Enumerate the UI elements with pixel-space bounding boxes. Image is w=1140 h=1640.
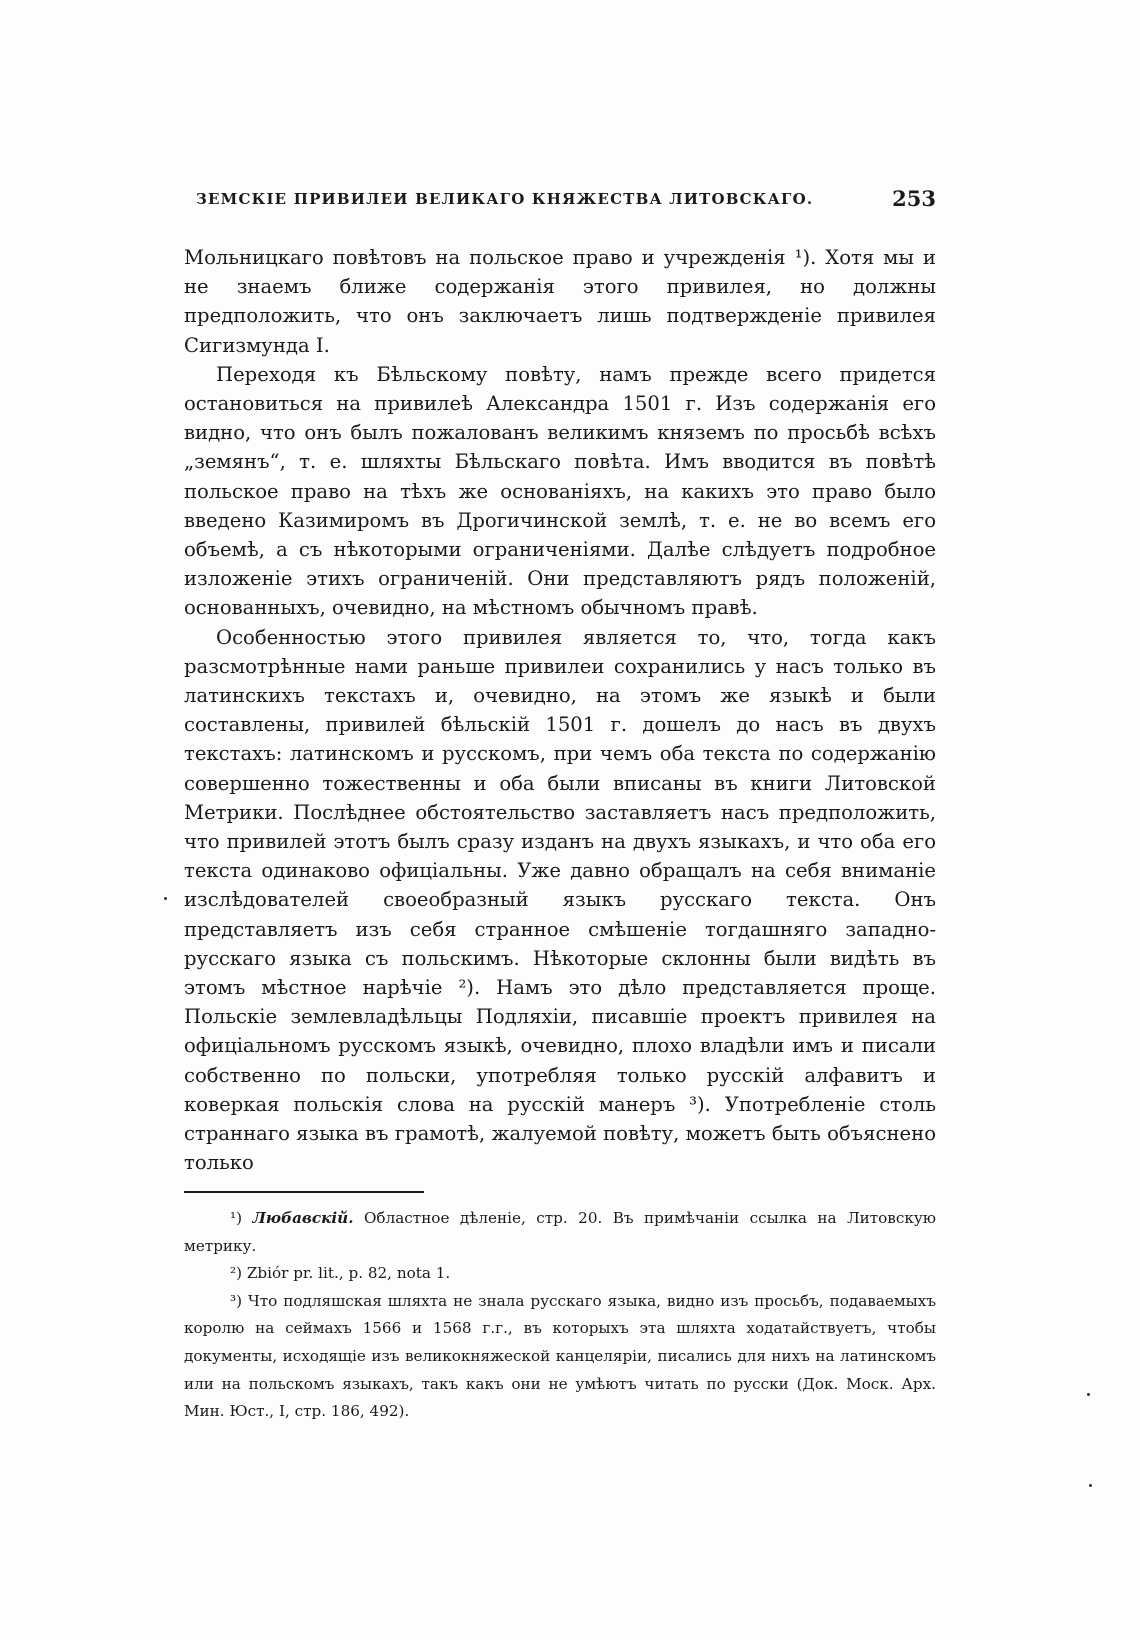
paragraph-belsk-district: Переходя къ Бѣльскому повѣту, намъ прежде всего придется остановиться на привилеѣ Александра 1501 г. Изъ содержанія его видно, что онъ былъ пожалованъ великимъ княземъ по просьбѣ всѣхъ „земянъ“, т. е. шляхты Бѣльскаго повѣта. Имъ вводится въ повѣтѣ польское право на тѣхъ же основаніяхъ, на какихъ это право было введено Казимиромъ въ Дрогичинской землѣ, т. е. не во всемъ его объемѣ, а съ нѣкоторыми ограниченіями. Далѣе слѣдуетъ подробное изложеніе этихъ ограниченій. Они представляютъ рядъ положеній, основанныхъ, очевидно, на мѣстномъ обычномъ правѣ.	[184, 362, 936, 620]
footnote-1	[184, 1205, 936, 1260]
footnote-3-marker: ³)	[230, 1291, 243, 1310]
footnote-3	[184, 1288, 936, 1426]
footnote-2	[184, 1260, 936, 1288]
page-header	[184, 186, 936, 216]
footnote-separator	[184, 1191, 424, 1193]
paragraph-privilege-language: Особенностью этого привилея является то, что, тогда какъ разсмотрѣнные нами раньше привилеи сохранились у насъ только въ латинскихъ текстахъ и, очевидно, на этомъ же языкѣ и были составлены, привилей бѣльскій 1501 г. дошелъ до насъ въ двухъ текстахъ: латинскомъ и русскомъ, при чемъ оба текста по содержанію совершенно тожественны и оба были вписаны въ книги Литовской Метрики. Послѣднее обстоятельство заставляетъ насъ предположить, что привилей этотъ былъ сразу изданъ на двухъ языкахъ, и что оба его текста одинаково офиціальны. Уже давно обращалъ на себя вниманіе изслѣдователей своеобразный языкъ русскаго текста. Онъ представляетъ изъ себя странное смѣшеніе тогдашняго западно-русскаго языка съ польскимъ. Нѣкоторые склонны были видѣть въ этомъ мѣстное нарѣчіе ²). Намъ это дѣло представляется проще. Польскіе землевладѣльцы Подляхіи, писавшіе проектъ привилея на офиціальномъ русскомъ языкѣ, очевидно, плохо владѣли имъ и писали собственно по польски, употребляя только русскій алфавитъ и коверкая польскія слова на русскій манеръ ³). Употребленіе столь страннаго языка въ грамотѣ, жалуемой повѣту, можетъ быть объяснено только	[184, 625, 936, 1175]
footnotes	[184, 1205, 936, 1426]
footnote-2-text: Zbiór pr. lit., p. 82, nota 1.	[246, 1264, 451, 1283]
page-number: 253	[892, 186, 936, 211]
paragraph-continuation: Мольницкаго повѣтовъ на польское право и учрежденія ¹). Хотя мы и не знаемъ ближе содержанія этого привилея, но должны предположить, что онъ заключаетъ лишь подтвержденіе привилея Сигизмунда I.	[184, 246, 936, 357]
scan-speck	[1087, 1393, 1090, 1396]
scan-speck	[1089, 1484, 1092, 1487]
main-text	[184, 243, 936, 1178]
footnote-1-text: Областное дѣленіе, стр. 20. Въ примѣчаніи ссылка на Литовскую метрику.	[184, 1209, 937, 1255]
footnote-2-marker: ²)	[230, 1264, 243, 1283]
scan-speck	[164, 897, 167, 900]
footnote-1-marker: ¹)	[230, 1209, 243, 1227]
running-head: ЗЕМСКІЕ ПРИВИЛЕИ ВЕЛИКАГО КНЯЖЕСТВА ЛИТОВСКАГО.	[196, 190, 814, 208]
footnote-3-text: Что подляшская шляхта не знала русскаго языка, видно изъ просьбъ, подаваемыхъ королю на сеймахъ 1566 и 1568 г.г., въ которыхъ эта шляхта ходатайствуетъ, чтобы документы, исходящіе изъ великокняжеской канцеляріи, писались для нихъ на латинскомъ или на польскомъ языкахъ, такъ какъ они не умѣютъ читать по русски (Док. Моск. Арх. Мин. Юст., I, стр. 186, 492).	[184, 1291, 936, 1421]
footnote-1-author: Любавскій.	[252, 1209, 354, 1227]
